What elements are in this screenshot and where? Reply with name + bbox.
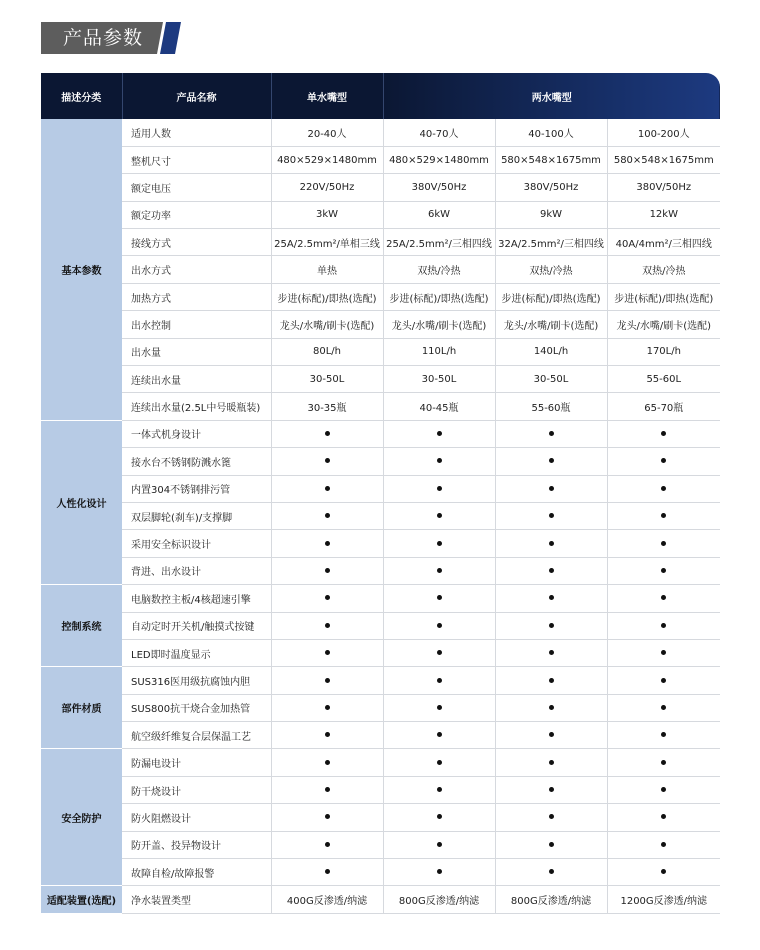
param-name-cell: 电脑数控主板/4核超速引擎 [122,585,271,612]
value-cell: 6kW [383,201,495,228]
bullet-dot-icon [325,513,330,518]
feature-dot-cell [271,448,383,475]
bullet-dot-icon [325,787,330,792]
bullet-dot-icon [549,705,554,710]
value-cell: 12kW [607,201,720,228]
value-cell: 100-200人 [607,119,720,146]
value-cell: 双热/冷热 [383,256,495,283]
feature-dot-cell [383,530,495,557]
bullet-dot-icon [661,595,666,600]
param-name-cell: 额定功率 [122,201,271,228]
table-row [41,612,720,639]
value-cell: 40A/4mm²/三相四线 [607,229,720,256]
param-name-cell: 适用人数 [122,119,271,146]
bullet-dot-icon [661,431,666,436]
feature-dot-cell [607,831,720,858]
feature-dot-cell [271,612,383,639]
value-cell: 580×548×1675mm [607,146,720,173]
header-category: 描述分类 [41,73,122,119]
table-row [41,256,720,283]
bullet-dot-icon [661,568,666,573]
table-row [41,146,720,173]
feature-dot-cell [495,859,607,886]
value-cell: 步进(标配)/即热(选配) [383,283,495,310]
feature-dot-cell [271,475,383,502]
bullet-dot-icon [325,623,330,628]
header-single-nozzle: 单水嘴型 [271,73,383,119]
category-cell: 控制系统 [41,585,122,667]
feature-dot-cell [495,475,607,502]
value-cell: 140L/h [495,338,607,365]
param-name-cell: SUS316医用级抗腐蚀内胆 [122,667,271,694]
table-row [41,502,720,529]
category-cell: 人性化设计 [41,420,122,584]
bullet-dot-icon [437,623,442,628]
bullet-dot-icon [325,431,330,436]
feature-dot-cell [271,585,383,612]
feature-dot-cell [607,859,720,886]
value-cell: 80L/h [271,338,383,365]
feature-dot-cell [383,859,495,886]
param-name-cell: 防漏电设计 [122,749,271,776]
bullet-dot-icon [325,650,330,655]
param-name-cell: 防开盖、投异物设计 [122,831,271,858]
table-row [41,831,720,858]
feature-dot-cell [607,694,720,721]
bullet-dot-icon [437,595,442,600]
value-cell: 双热/冷热 [607,256,720,283]
value-cell: 800G反渗透/纳滤 [383,886,495,913]
feature-dot-cell [495,639,607,666]
bullet-dot-icon [549,650,554,655]
feature-dot-cell [383,420,495,447]
table-row [41,475,720,502]
param-name-cell: 一体式机身设计 [122,420,271,447]
param-name-cell: LED即时温度显示 [122,639,271,666]
param-name-cell: 接线方式 [122,229,271,256]
value-cell: 55-60瓶 [495,393,607,420]
bullet-dot-icon [437,458,442,463]
feature-dot-cell [271,667,383,694]
feature-dot-cell [607,475,720,502]
feature-dot-cell [383,448,495,475]
header-double-nozzle: 两水嘴型 [383,73,720,119]
bullet-dot-icon [549,431,554,436]
category-cell: 适配装置(选配) [41,886,122,913]
feature-dot-cell [495,585,607,612]
value-cell: 25A/2.5mm²/单相三线 [271,229,383,256]
value-cell: 800G反渗透/纳滤 [495,886,607,913]
feature-dot-cell [271,831,383,858]
feature-dot-cell [271,859,383,886]
bullet-dot-icon [325,541,330,546]
feature-dot-cell [383,694,495,721]
table-row [41,667,720,694]
bullet-dot-icon [325,814,330,819]
bullet-dot-icon [549,760,554,765]
bullet-dot-icon [437,513,442,518]
bullet-dot-icon [661,486,666,491]
param-name-cell: 双层脚轮(刹车)/支撑脚 [122,502,271,529]
value-cell: 480×529×1480mm [271,146,383,173]
bullet-dot-icon [325,568,330,573]
table-row [41,311,720,338]
bullet-dot-icon [437,869,442,874]
bullet-dot-icon [437,486,442,491]
param-name-cell: 航空级纤维复合层保温工艺 [122,722,271,749]
feature-dot-cell [383,804,495,831]
bullet-dot-icon [325,458,330,463]
bullet-dot-icon [549,568,554,573]
feature-dot-cell [383,831,495,858]
feature-dot-cell [271,776,383,803]
feature-dot-cell [383,776,495,803]
table-row [41,557,720,584]
value-cell: 40-100人 [495,119,607,146]
table-row [41,886,720,913]
feature-dot-cell [607,502,720,529]
feature-dot-cell [607,804,720,831]
category-cell: 基本参数 [41,119,122,420]
bullet-dot-icon [325,842,330,847]
feature-dot-cell [607,667,720,694]
feature-dot-cell [495,694,607,721]
bullet-dot-icon [549,486,554,491]
feature-dot-cell [607,530,720,557]
table-row [41,639,720,666]
table-row [41,201,720,228]
table-row [41,174,720,201]
bullet-dot-icon [437,568,442,573]
bullet-dot-icon [437,650,442,655]
bullet-dot-icon [661,678,666,683]
param-name-cell: 防干烧设计 [122,776,271,803]
table-row [41,530,720,557]
bullet-dot-icon [325,678,330,683]
spec-table-container [41,73,720,914]
bullet-dot-icon [661,705,666,710]
param-name-cell: SUS800抗干烧合金加热管 [122,694,271,721]
feature-dot-cell [271,639,383,666]
feature-dot-cell [495,502,607,529]
param-name-cell: 整机尺寸 [122,146,271,173]
param-name-cell: 防火阻燃设计 [122,804,271,831]
section-title-bar [41,22,181,54]
value-cell: 400G反渗透/纳滤 [271,886,383,913]
feature-dot-cell [607,448,720,475]
table-row [41,338,720,365]
value-cell: 40-45瓶 [383,393,495,420]
feature-dot-cell [495,776,607,803]
bullet-dot-icon [325,869,330,874]
feature-dot-cell [271,804,383,831]
table-row [41,283,720,310]
param-name-cell: 自动定时开关机/触摸式按键 [122,612,271,639]
feature-dot-cell [383,722,495,749]
feature-dot-cell [271,557,383,584]
table-header-row [41,73,720,119]
feature-dot-cell [495,804,607,831]
table-row [41,366,720,393]
feature-dot-cell [495,667,607,694]
bullet-dot-icon [661,458,666,463]
param-name-cell: 内置304不锈钢排污管 [122,475,271,502]
bullet-dot-icon [437,541,442,546]
param-name-cell: 出水量 [122,338,271,365]
feature-dot-cell [271,749,383,776]
feature-dot-cell [607,420,720,447]
feature-dot-cell [271,502,383,529]
feature-dot-cell [271,694,383,721]
table-row [41,448,720,475]
bullet-dot-icon [437,842,442,847]
param-name-cell: 出水控制 [122,311,271,338]
feature-dot-cell [495,420,607,447]
bullet-dot-icon [549,513,554,518]
bullet-dot-icon [549,623,554,628]
feature-dot-cell [271,530,383,557]
value-cell: 龙头/水嘴/刷卡(选配) [607,311,720,338]
param-name-cell: 接水台不锈钢防溅水篦 [122,448,271,475]
feature-dot-cell [495,831,607,858]
value-cell: 30-35瓶 [271,393,383,420]
section-title: 产品参数 [63,27,144,49]
feature-dot-cell [271,420,383,447]
bullet-dot-icon [549,595,554,600]
value-cell: 30-50L [383,366,495,393]
table-row [41,420,720,447]
feature-dot-cell [607,639,720,666]
feature-dot-cell [383,639,495,666]
bullet-dot-icon [661,513,666,518]
bullet-dot-icon [661,814,666,819]
feature-dot-cell [495,722,607,749]
bullet-dot-icon [437,814,442,819]
table-row [41,393,720,420]
bullet-dot-icon [661,541,666,546]
feature-dot-cell [383,667,495,694]
table-row [41,859,720,886]
param-name-cell: 背进、出水设计 [122,557,271,584]
feature-dot-cell [495,557,607,584]
spec-table [41,73,720,914]
table-row [41,749,720,776]
feature-dot-cell [607,749,720,776]
value-cell: 龙头/水嘴/刷卡(选配) [271,311,383,338]
value-cell: 双热/冷热 [495,256,607,283]
bullet-dot-icon [549,541,554,546]
value-cell: 20-40人 [271,119,383,146]
value-cell: 单热 [271,256,383,283]
feature-dot-cell [607,776,720,803]
param-name-cell: 净水装置类型 [122,886,271,913]
table-row [41,119,720,146]
bullet-dot-icon [325,595,330,600]
param-name-cell: 故障自检/故障报警 [122,859,271,886]
feature-dot-cell [607,557,720,584]
bullet-dot-icon [437,678,442,683]
value-cell: 龙头/水嘴/刷卡(选配) [495,311,607,338]
feature-dot-cell [383,502,495,529]
feature-dot-cell [495,749,607,776]
bullet-dot-icon [549,787,554,792]
feature-dot-cell [383,557,495,584]
feature-dot-cell [607,722,720,749]
value-cell: 380V/50Hz [495,174,607,201]
bullet-dot-icon [661,842,666,847]
bullet-dot-icon [325,486,330,491]
value-cell: 30-50L [495,366,607,393]
bullet-dot-icon [437,732,442,737]
bullet-dot-icon [661,650,666,655]
value-cell: 55-60L [607,366,720,393]
header-product-name: 产品名称 [122,73,271,119]
bullet-dot-icon [549,869,554,874]
value-cell: 380V/50Hz [607,174,720,201]
bullet-dot-icon [549,842,554,847]
bullet-dot-icon [437,431,442,436]
value-cell: 25A/2.5mm²/三相四线 [383,229,495,256]
feature-dot-cell [383,749,495,776]
bullet-dot-icon [325,705,330,710]
value-cell: 40-70人 [383,119,495,146]
table-row [41,804,720,831]
table-row [41,722,720,749]
value-cell: 步进(标配)/即热(选配) [495,283,607,310]
bullet-dot-icon [661,623,666,628]
bullet-dot-icon [661,869,666,874]
value-cell: 9kW [495,201,607,228]
feature-dot-cell [495,448,607,475]
table-row [41,694,720,721]
bullet-dot-icon [549,732,554,737]
value-cell: 步进(标配)/即热(选配) [607,283,720,310]
value-cell: 步进(标配)/即热(选配) [271,283,383,310]
feature-dot-cell [607,585,720,612]
category-cell: 部件材质 [41,667,122,749]
param-name-cell: 出水方式 [122,256,271,283]
param-name-cell: 采用安全标识设计 [122,530,271,557]
value-cell: 30-50L [271,366,383,393]
param-name-cell: 加热方式 [122,283,271,310]
value-cell: 380V/50Hz [383,174,495,201]
bullet-dot-icon [549,678,554,683]
feature-dot-cell [383,585,495,612]
param-name-cell: 连续出水量(2.5L中号暖瓶装) [122,393,271,420]
param-name-cell: 连续出水量 [122,366,271,393]
value-cell: 170L/h [607,338,720,365]
value-cell: 1200G反渗透/纳滤 [607,886,720,913]
bullet-dot-icon [661,760,666,765]
bullet-dot-icon [661,787,666,792]
bullet-dot-icon [437,760,442,765]
bullet-dot-icon [549,458,554,463]
bullet-dot-icon [661,732,666,737]
bullet-dot-icon [549,814,554,819]
value-cell: 32A/2.5mm²/三相四线 [495,229,607,256]
feature-dot-cell [495,612,607,639]
value-cell: 65-70瓶 [607,393,720,420]
feature-dot-cell [383,612,495,639]
table-row [41,229,720,256]
value-cell: 3kW [271,201,383,228]
param-name-cell: 额定电压 [122,174,271,201]
feature-dot-cell [495,530,607,557]
value-cell: 580×548×1675mm [495,146,607,173]
bullet-dot-icon [437,705,442,710]
value-cell: 480×529×1480mm [383,146,495,173]
table-row [41,585,720,612]
feature-dot-cell [383,475,495,502]
value-cell: 110L/h [383,338,495,365]
category-cell: 安全防护 [41,749,122,886]
bullet-dot-icon [325,732,330,737]
bullet-dot-icon [437,787,442,792]
value-cell: 龙头/水嘴/刷卡(选配) [383,311,495,338]
feature-dot-cell [271,722,383,749]
feature-dot-cell [607,612,720,639]
table-row [41,776,720,803]
bullet-dot-icon [325,760,330,765]
value-cell: 220V/50Hz [271,174,383,201]
